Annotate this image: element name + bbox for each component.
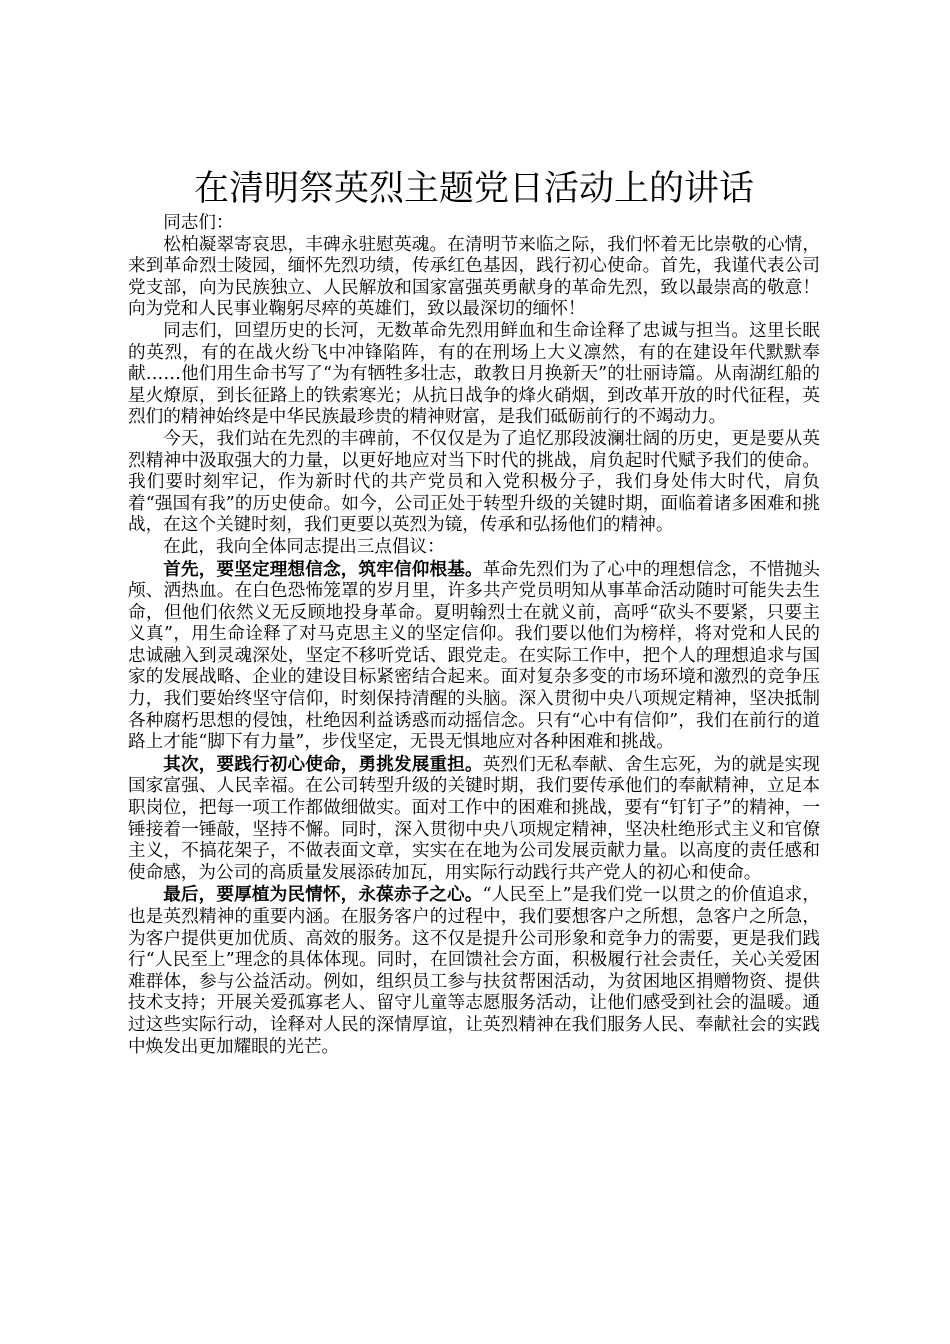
- point-third-heading: 最后，要厚植为民情怀，永葆赤子之心。: [163, 884, 483, 906]
- paragraph-proposal-intro: 在此，我向全体同志提出三点倡议：: [163, 536, 445, 557]
- paragraph-history: 同志们，回望历史的长河，无数革命先烈用鲜血和生命诠释了忠诚与担当。这里长眠的英烈，有的在战火纷飞中冲锋陷阵，有的在刑场上大义凛然，有的在建设年代默默奉献……他们用生命书写了“为有牺牲多壮志，敢教日月换新天”的壮丽诗篇。从南湖红船的星火燎原，到长征路上的铁索寒光；从抗日战争的烽火硝烟，到改革开放的时代征程，英烈们的精神始终是中华民族最珍贵的精神财富，是我们砥砺前行的不竭动力。: [128, 320, 820, 428]
- greeting: 同志们：: [163, 213, 234, 233]
- paragraph-today: 今天，我们站在先烈的丰碑前，不仅仅是为了追忆那段波澜壮阔的历史，更是要从英烈精神中汲取强大的力量，以更好地应对当下时代的挑战，肩负起时代赋予我们的使命。我们要时刻牢记，作为新时代的共产党员和入党积极分子，我们身处伟大时代，肩负着“强国有我”的历史使命。如今，公司正处于转型升级的关键时期，面临着诸多困难和挑战，在这个关键时刻，我们更要以英烈为镜，传承和弘扬他们的精神。: [128, 428, 820, 536]
- point-first: [128, 559, 820, 754]
- document-page: [128, 166, 820, 1058]
- point-third: [128, 884, 820, 1058]
- point-first-body: 革命先烈们为了心中的理想信念，不惜抛头颅、洒热血。在白色恐怖笼罩的岁月里，许多共产党员明知从事革命活动随时可能失去生命，但他们依然义无反顾地投身革命。夏明翰烈士在就义前，高呼“砍头不要紧，只要主义真”，用生命诠释了对马克思主义的坚定信仰。我们要以他们为榜样，将对党和人民的忠诚融入到灵魂深处，坚定不移听党话、跟党走。在实际工作中，把个人的理想追求与国家的发展战略、企业的建设目标紧密结合起来。面对复杂多变的市场环境和激烈的竞争压力，我们要始终坚守信仰，时刻保持清醒的头脑。深入贯彻中央八项规定精神，坚决抵制各种腐朽思想的侵蚀，杜绝因利益诱惑而动摇信念。只有“心中有信仰”，我们在前行的道路上才能“脚下有力量”，步伐坚定，无畏无惧地应对各种困难和挑战。: [128, 559, 820, 753]
- paragraph-opening: 松柏凝翠寄哀思，丰碑永驻慰英魂。在清明节来临之际，我们怀着无比崇敬的心情，来到革命烈士陵园，缅怀先烈功绩，传承红色基因，践行初心使命。首先，我谨代表公司党支部，向为民族独立、人民解放和国家富强英勇献身的革命先烈，致以最崇高的敬意！向为党和人民事业鞠躬尽瘁的英雄们，致以最深切的缅怀！: [128, 234, 820, 320]
- document-title: 在清明祭英烈主题党日活动上的讲话: [193, 169, 754, 209]
- point-second-body: 英烈们无私奉献、舍生忘死，为的就是实现国家富强、人民幸福。在公司转型升级的关键时期，我们要传承他们的奉献精神，立足本职岗位，把每一项工作都做细做实。面对工作中的困难和挑战，要有“钉钉子”的精神，一锤接着一锤敲，坚持不懈。同时，深入贯彻中央八项规定精神，坚决杜绝形式主义和官僚主义，不搞花架子，不做表面文章，实实在在地为公司发展贡献力量。以高度的责任感和使命感，为公司的高质量发展添砖加瓦，用实际行动践行共产党人的初心和使命。: [128, 754, 820, 883]
- point-second-heading: 其次，要践行初心使命，勇挑发展重担。: [163, 753, 483, 775]
- point-first-heading: 首先，要坚定理想信念，筑牢信仰根基。: [163, 558, 483, 580]
- point-third-body: “人民至上”是我们党一以贯之的价值追求，也是英烈精神的重要内涵。在服务客户的过程中，我们要想客户之所想，急客户之所急，为客户提供更加优质、高效的服务。这不仅是提升公司形象和竞争力的需要，更是我们践行“人民至上”理念的具体体现。同时，在回馈社会方面，积极履行社会责任，关心关爱困难群体，参与公益活动。例如，组织员工参与扶贫帮困活动，为贫困地区捐赠物资、提供技术支持；开展关爱孤寡老人、留守儿童等志愿服务活动，让他们感受到社会的温暖。通过这些实际行动，诠释对人民的深情厚谊，让英烈精神在我们服务人民、奉献社会的实践中焕发出更加耀眼的光芒。: [128, 885, 820, 1057]
- point-second: [128, 754, 820, 885]
